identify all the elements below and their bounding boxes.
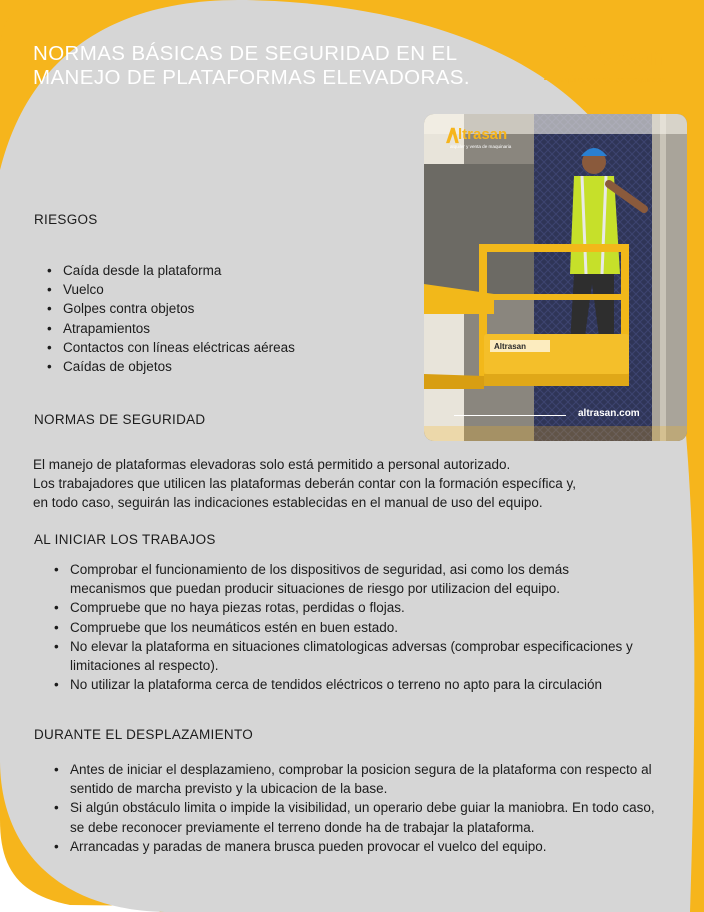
list-item: • Si algún obstáculo limita o impide la visibilidad, un operario debe guiar la maniobra. En todo caso, se debe reconocer previamente el terreno donde ha de trabajar la plataforma. — [48, 798, 660, 836]
list-item: • Compruebe que los neumáticos estén en buen estado. — [48, 618, 648, 637]
list-item: • Atrapamientos — [45, 319, 405, 338]
normas-paragraph — [33, 455, 673, 512]
photo-website-url: altrasan.com — [578, 408, 640, 419]
photo-logo-tagline: alquiler y venta de maquinaria — [450, 144, 512, 149]
title-line-2: MANEJO DE PLATAFORMAS ELEVADORAS. — [33, 66, 470, 89]
list-item: • Vuelco — [45, 280, 405, 299]
riesgos-list — [45, 261, 405, 376]
list-item: • Golpes contra objetos — [45, 299, 405, 318]
list-item: • Caída desde la plataforma — [45, 261, 405, 280]
list-item: • Contactos con líneas eléctricas aéreas — [45, 338, 405, 357]
normas-line-1: El manejo de plataformas elevadoras solo está permitido a personal autorizado. — [33, 457, 511, 472]
desplazamiento-list — [48, 760, 660, 856]
heading-desplazamiento: DURANTE EL DESPLAZAMIENTO — [34, 727, 254, 742]
list-item: • Antes de iniciar el desplazamieno, comprobar la posicion segura de la plataforma con respecto al sentido de marcha previsto y la ubicacion de la base. — [48, 760, 660, 798]
photo-divider-line — [454, 415, 566, 416]
list-item: • Compruebe que no haya piezas rotas, perdidas o flojas. — [48, 598, 648, 617]
list-item: • No utilizar la plataforma cerca de tendidos eléctricos o terreno no apto para la circulación — [48, 675, 610, 694]
brand-logo-tagline: alquiler y venta de maquinaria — [559, 75, 667, 84]
list-item: • Comprobar el funcionamiento de los dispositivos de seguridad, asi como los demás mecanismos que puedan producir situaciones de riesgo por utilizacion del equipo. — [48, 560, 648, 598]
brand-logo-name: ltrasan — [572, 40, 668, 71]
list-item: • Arrancadas y paradas de manera brusca pueden provocar el vuelco del equipo. — [48, 837, 660, 856]
photo-brand-logo — [444, 126, 564, 154]
heading-iniciar: AL INICIAR LOS TRABAJOS — [34, 532, 216, 547]
photo-logo-name: ltrasan — [458, 126, 508, 143]
basket-label: Altrasan — [494, 342, 527, 351]
list-item: • Caídas de objetos — [45, 357, 405, 376]
title-line-1: NORMAS BÁSICAS DE SEGURIDAD EN EL — [33, 42, 458, 65]
iniciar-list — [48, 560, 648, 694]
photo-illustration — [424, 114, 687, 441]
list-item: • No elevar la plataforma en situaciones climatologicas adversas (comprobar especificaciones y limitaciones al respecto). — [48, 637, 648, 675]
heading-riesgos: RIESGOS — [34, 212, 98, 227]
normas-line-2: Los trabajadores que utilicen las plataformas deberán contar con la formación específica y, — [33, 476, 577, 491]
brand-logo — [540, 40, 690, 90]
normas-line-3: en todo caso, seguirán las indicaciones establecidas en el manual de uso del equipo. — [33, 495, 543, 510]
heading-normas: NORMAS DE SEGURIDAD — [34, 412, 206, 427]
page-title — [33, 42, 533, 90]
worker-platform-photo — [424, 114, 687, 441]
